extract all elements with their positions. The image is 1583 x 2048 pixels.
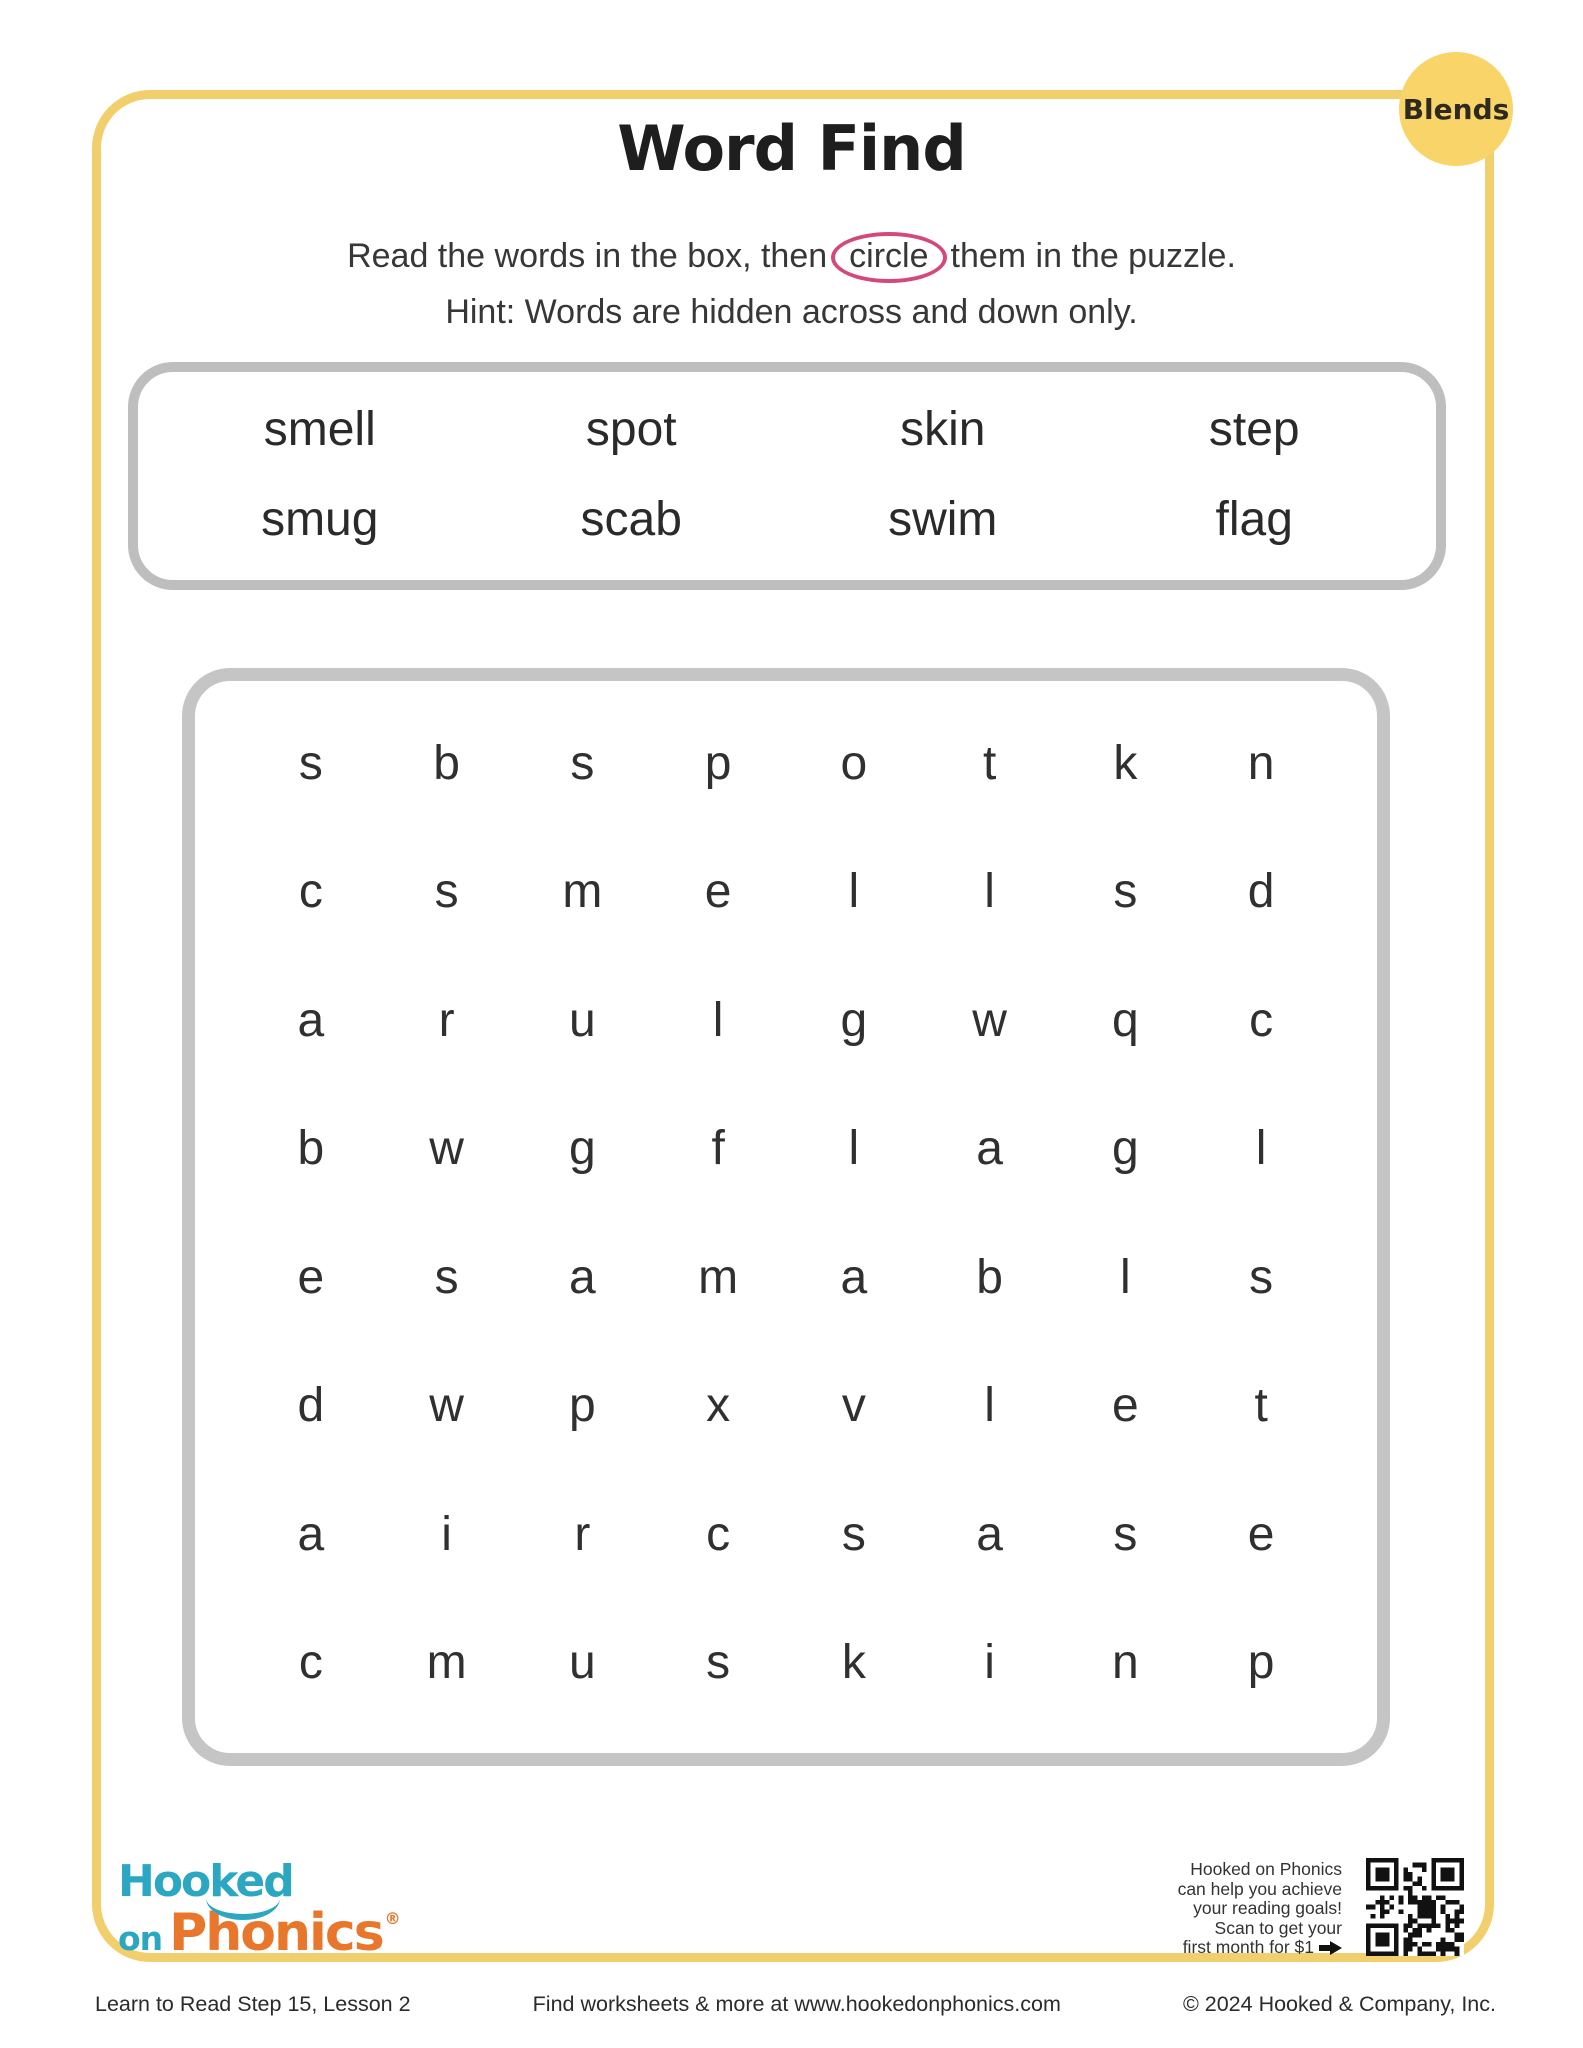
logo-hooked (118, 1856, 401, 1907)
puzzle-cell: a (569, 1250, 596, 1304)
logo-phonics: Phonics (169, 1903, 383, 1963)
puzzle-cell: s (1113, 1507, 1138, 1561)
puzzle-cell: i (984, 1636, 995, 1690)
puzzle-cell: s (1113, 865, 1138, 919)
puzzle-cell: w (429, 1122, 464, 1176)
puzzle-cell: b (976, 1250, 1003, 1304)
promo-line: can help you achieve (1177, 1878, 1342, 1899)
puzzle-cell: q (1112, 993, 1139, 1047)
instruction-suffix: them in the puzzle. (950, 237, 1236, 275)
qr-code (1366, 1858, 1464, 1956)
puzzle-cell: t (982, 736, 997, 790)
puzzle-cell: c (298, 1636, 323, 1690)
puzzle-cell: d (297, 1379, 325, 1433)
blends-badge (1399, 52, 1513, 166)
puzzle-cell: e (297, 1250, 325, 1304)
puzzle-cell: f (711, 1122, 725, 1176)
hint-line: Hint: Words are hidden across and down only. (445, 293, 1138, 331)
puzzle-cell: a (840, 1250, 868, 1304)
word-item: flag (1215, 492, 1293, 546)
puzzle-cell: s (434, 1250, 459, 1304)
page-footer (95, 1992, 1496, 2017)
puzzle-cell: p (704, 736, 732, 790)
puzzle-cell: t (1254, 1379, 1268, 1433)
page-title: Word Find (617, 112, 966, 185)
promo-line: your reading goals! (1193, 1898, 1342, 1918)
promo-line: Scan to get your (1214, 1917, 1342, 1938)
puzzle-grid (182, 668, 1390, 1766)
puzzle-cell: r (574, 1507, 591, 1561)
puzzle-cell: b (433, 736, 460, 790)
instruction-prefix: Read the words in the box, then (347, 237, 828, 275)
puzzle-cell: o (840, 736, 868, 790)
promo-line: Hooked on Phonics (1190, 1859, 1342, 1879)
puzzle-cell: l (1120, 1250, 1131, 1304)
promo-text (1178, 1860, 1342, 1958)
puzzle-cell: a (976, 1122, 1003, 1176)
puzzle-cell: p (1247, 1636, 1275, 1690)
puzzle-cell: e (704, 865, 732, 919)
promo-line-last (1178, 1938, 1342, 1958)
puzzle-cell: g (569, 1122, 596, 1176)
puzzle-cell: m (562, 865, 603, 919)
puzzle-cell: c (298, 865, 323, 919)
word-item: smell (263, 402, 376, 456)
arrow-right-icon (1319, 1941, 1342, 1955)
puzzle-cell: c (1249, 993, 1274, 1047)
puzzle-cell: a (297, 1507, 325, 1561)
circled-word: circle (831, 232, 946, 283)
puzzle-cell: p (569, 1379, 596, 1433)
puzzle-cell: b (297, 1122, 325, 1176)
puzzle-cell: s (1249, 1250, 1274, 1304)
puzzle-cell: d (1247, 865, 1275, 919)
footer-copyright: © 2024 Hooked & Company, Inc. (1182, 1992, 1496, 2016)
puzzle-cell: v (841, 1379, 866, 1433)
hooked-on-phonics-logo (118, 1856, 401, 1963)
puzzle-cell: e (1112, 1379, 1139, 1433)
puzzle-cell: n (1247, 736, 1275, 790)
blends-badge-label: Blends (1402, 92, 1510, 126)
puzzle-cell: n (1112, 1636, 1139, 1690)
puzzle-cell: m (426, 1636, 467, 1690)
puzzle-cell: s (706, 1636, 731, 1690)
puzzle-cell: l (1255, 1122, 1267, 1176)
puzzle-cell: x (706, 1379, 731, 1433)
word-item: scab (580, 492, 682, 546)
footer-website: Find worksheets & more at www.hookedonphonics.com (532, 1992, 1061, 2016)
puzzle-cell: l (984, 865, 995, 919)
puzzle-cell: w (429, 1379, 464, 1433)
puzzle-cell: s (434, 865, 459, 919)
puzzle-cell: s (841, 1507, 866, 1561)
puzzle-cell: e (1247, 1507, 1275, 1561)
puzzle-cell: g (840, 993, 868, 1047)
puzzle-cell: m (698, 1250, 739, 1304)
word-bank (128, 362, 1446, 590)
puzzle-cell: k (841, 1636, 866, 1690)
puzzle-cell: k (1113, 736, 1138, 790)
word-item: skin (900, 402, 986, 456)
puzzle-cell: g (1112, 1122, 1139, 1176)
puzzle-cell: u (569, 993, 596, 1047)
puzzle-cell: r (438, 993, 455, 1047)
registered-mark: ® (384, 1909, 401, 1928)
logo-hooked-text: Hooked (118, 1856, 293, 1907)
word-item: swim (888, 492, 998, 546)
word-item: step (1208, 402, 1300, 456)
puzzle-cell: l (712, 993, 724, 1047)
word-item: spot (585, 402, 677, 456)
puzzle-cell: l (984, 1379, 995, 1433)
footer-lesson: Learn to Read Step 15, Lesson 2 (95, 1992, 411, 2016)
instructions (0, 228, 1583, 340)
puzzle-cell: u (569, 1636, 596, 1690)
puzzle-cell: a (297, 993, 325, 1047)
instruction-line (0, 228, 1583, 284)
promo-line: first month for $1 (1182, 1937, 1314, 1957)
puzzle-cell: l (848, 865, 860, 919)
puzzle-cell: s (298, 736, 323, 790)
logo-on: on (118, 1919, 163, 1958)
word-item: smug (261, 492, 379, 546)
puzzle-cell: a (976, 1507, 1003, 1561)
puzzle-cell: l (848, 1122, 860, 1176)
puzzle-cell: c (706, 1507, 731, 1561)
puzzle-cell: s (570, 736, 595, 790)
puzzle-cell: w (972, 993, 1007, 1047)
puzzle-cell: i (441, 1507, 452, 1561)
qr-code-svg (1366, 1858, 1464, 1956)
